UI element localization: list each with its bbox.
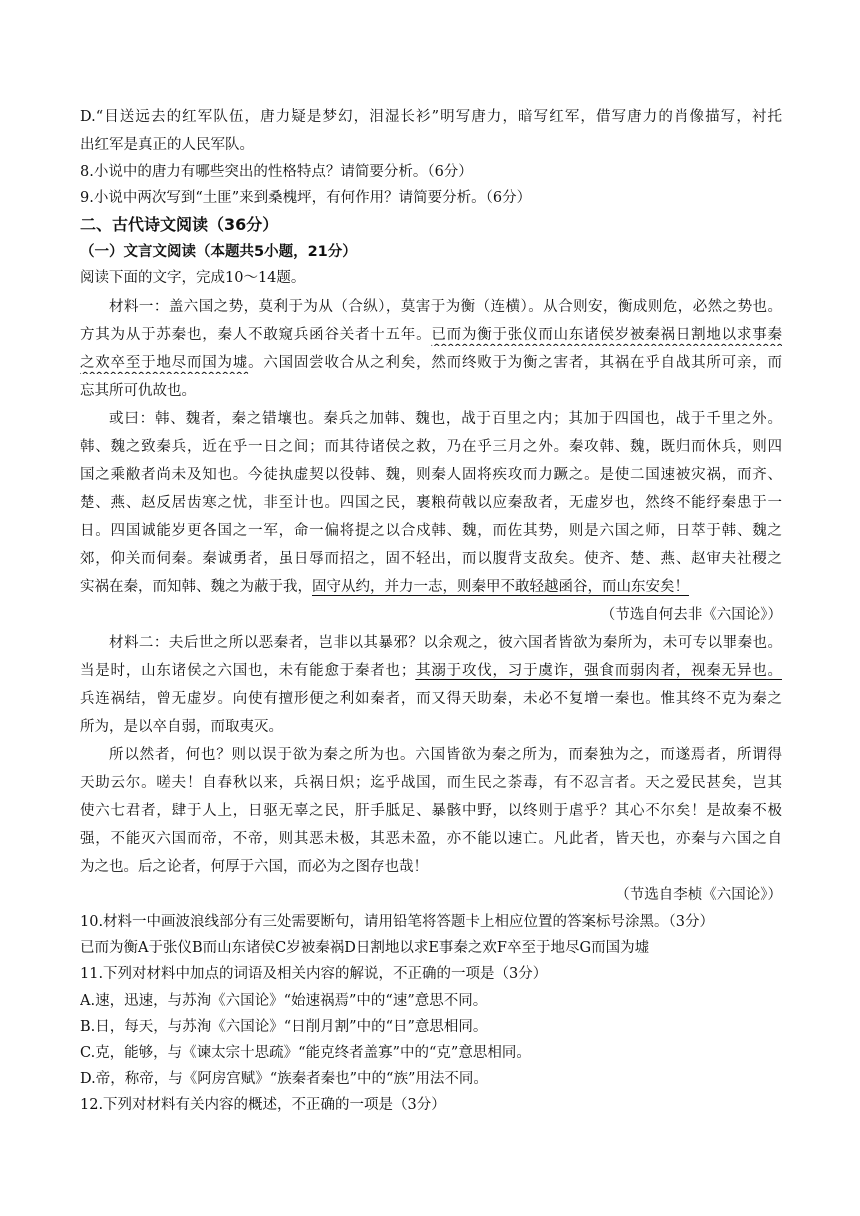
paragraph-2-line3: 国之乘敝者尚未及知也。今徒执虚契以役韩、魏，则秦人固将疾攻而力蹶之。是使二国速被灾祸，而齐、 [80,467,782,483]
question-12: 12.下列对材料有关内容的概述，不正确的一项是（3分） [80,1097,446,1113]
paragraph-4-line2: 天助云尔。嗟夫！自春秋以来，兵祸日炽；迄乎战国，而生民之荼毒，有不忍言者。天之爱民甚矣，岂其 [80,775,782,791]
underlined-sentence-1: 固守从约，并力一志，则秦甲不敢轻越函谷，而山东安矣！ [312,579,689,595]
material-2-line1: 材料二：夫后世之所以恶秦者，岂非以其暴邪？以余观之，彼六国者皆欲为秦所为，未可专以罪秦也。 [109,635,782,651]
question-11-option-c: C.克，能够，与《谏太宗十思疏》“能克终者盖寡”中的“克”意思相同。 [80,1045,531,1061]
paragraph-2-line4: 楚、燕、赵反居齿寒之忧，非至计也。四国之民，裹粮荷戟以应秦敌者，无虚岁也，然终不能纾秦患于一 [80,495,782,511]
question-11-option-d: D.帝，称帝，与《阿房宫赋》“族秦者秦也”中的“族”用法不同。 [80,1071,488,1087]
wavy-underlined-text: 已而为衡于张仪而山东诸侯岁被秦祸日割地以求事秦 [431,327,782,343]
material-1-line4: 忘其所可仇故也。 [80,383,196,399]
paragraph-2-line7-text: 实祸在秦，而知韩、魏之为蔽于我， [80,579,312,595]
material-1-line1: 材料一：盖六国之势，莫利于为从（合纵），莫害于为衡（连横）。从合则安，衡成则危，必然之势也。 [109,299,782,315]
paragraph-4-line3: 使六七君者，肆于人上，日驱无辜之民，肝手胝足、暴骸中野，以终则于虐乎？其心不尔矣！是故秦不极 [80,803,782,819]
material-1-line2-text: 方其为从于苏秦也，秦人不敢窥兵函谷关者十五年。 [80,327,432,343]
material-1-line3 [80,352,782,374]
paragraph-2-line1: 或曰：韩、魏者，秦之错壤也。秦兵之加韩、魏也，战于百里之内；其加于四国也，战于千里之外。 [109,411,782,427]
material-2-line4: 所为，是以卒自弱，而取夷灭。 [80,719,283,735]
subsection-1-heading: （一）文言文阅读（本题共5小题，21分） [80,244,357,260]
section-2-heading: 二、古代诗文阅读（36分） [80,215,279,234]
source-citation-2: （节选自李桢《六国论》） [615,887,782,903]
material-2-line2 [80,660,782,682]
q7-option-d-line1: D.“目送远去的红军队伍，唐力疑是梦幻，泪湿长衫”明写唐力，暗写红军，借写唐力的肖像描写，衬托 [80,109,782,125]
paragraph-2-line5: 日。四国诚能岁更各国之一军，命一偏将提之以合戍韩、魏，而佐其势，则是六国之师，日萃于韩、魏之 [80,523,782,539]
question-10-sentence: 已而为衡A于张仪B而山东诸侯C岁被秦祸D日割地以求E事秦之欢F卒至于地尽G而国为墟 [80,940,650,956]
paragraph-4-line4: 强，不能灭六国而帝，不帝，则其恶未极，其恶未盈，亦不能以速亡。凡此者，皆天也，亦秦与六国之自 [80,831,782,847]
paragraph-4-line5: 为之也。后之论者，何厚于六国，而必为之图存也哉！ [80,859,428,875]
underlined-sentence-2: 其溺于攻伐，习于虞诈，强食而弱肉者，视秦无异也。 [415,663,782,679]
material-1-line2 [80,324,782,346]
question-11-option-a: A.速，迅速，与苏洵《六国论》“始速祸焉”中的“速”意思不同。 [80,993,488,1009]
question-11: 11.下列对材料中加点的词语及相关内容的解说，不正确的一项是（3分） [80,966,548,982]
question-11-option-b: B.日，每天，与苏洵《六国论》“日削月割”中的“日”意思相同。 [80,1019,488,1035]
paragraph-2-line6: 郊，仰关而伺秦。秦诚勇者，虽日辱而招之，固不轻出，而以腹背支敌矣。使齐、楚、燕、赵审夫社稷之 [80,551,782,567]
material-2-line3: 兵连祸结，曾无虚岁。向使有擅形便之利如秦者，而又得天助秦，未必不复增一秦也。惟其终不克为秦之 [80,691,782,707]
material-1-line3-text: 。六国固尝收合从之利矣，然而终败于为衡之害者，其祸在乎自战其所可亲，而 [248,355,782,371]
material-2-line2-text: 当是时，山东诸侯之六国也，未有能愈于秦者也； [80,663,416,679]
question-9: 9.小说中两次写到“土匪”来到桑槐坪，有何作用？请简要分析。（6分） [80,190,532,206]
question-10: 10.材料一中画波浪线部分有三处需要断句，请用铅笔将答题卡上相应位置的答案标号涂黑。（3分） [80,914,715,930]
paragraph-2-line2: 韩、魏之致秦兵，近在乎一日之间；而其待诸侯之救，乃在乎三月之外。秦攻韩、魏，既归而休兵，则四 [80,439,782,455]
wavy-underlined-text-end: 之欢卒至于地尽而国为墟 [80,355,249,371]
paragraph-2-line7 [80,576,782,598]
question-8: 8.小说中的唐力有哪些突出的性格特点？请简要分析。（6分） [80,164,473,180]
q7-option-d-line2: 出红军是真正的人民军队。 [80,137,254,153]
reading-instruction: 阅读下面的文字，完成10～14题。 [80,270,306,286]
source-citation-1: （节选自何去非《六国论》） [600,607,782,623]
paragraph-4-line1: 所以然者，何也？则以误于欲为秦之所为也。六国皆欲为秦之所为，而秦独为之，而遂焉者，所谓得 [109,747,782,763]
